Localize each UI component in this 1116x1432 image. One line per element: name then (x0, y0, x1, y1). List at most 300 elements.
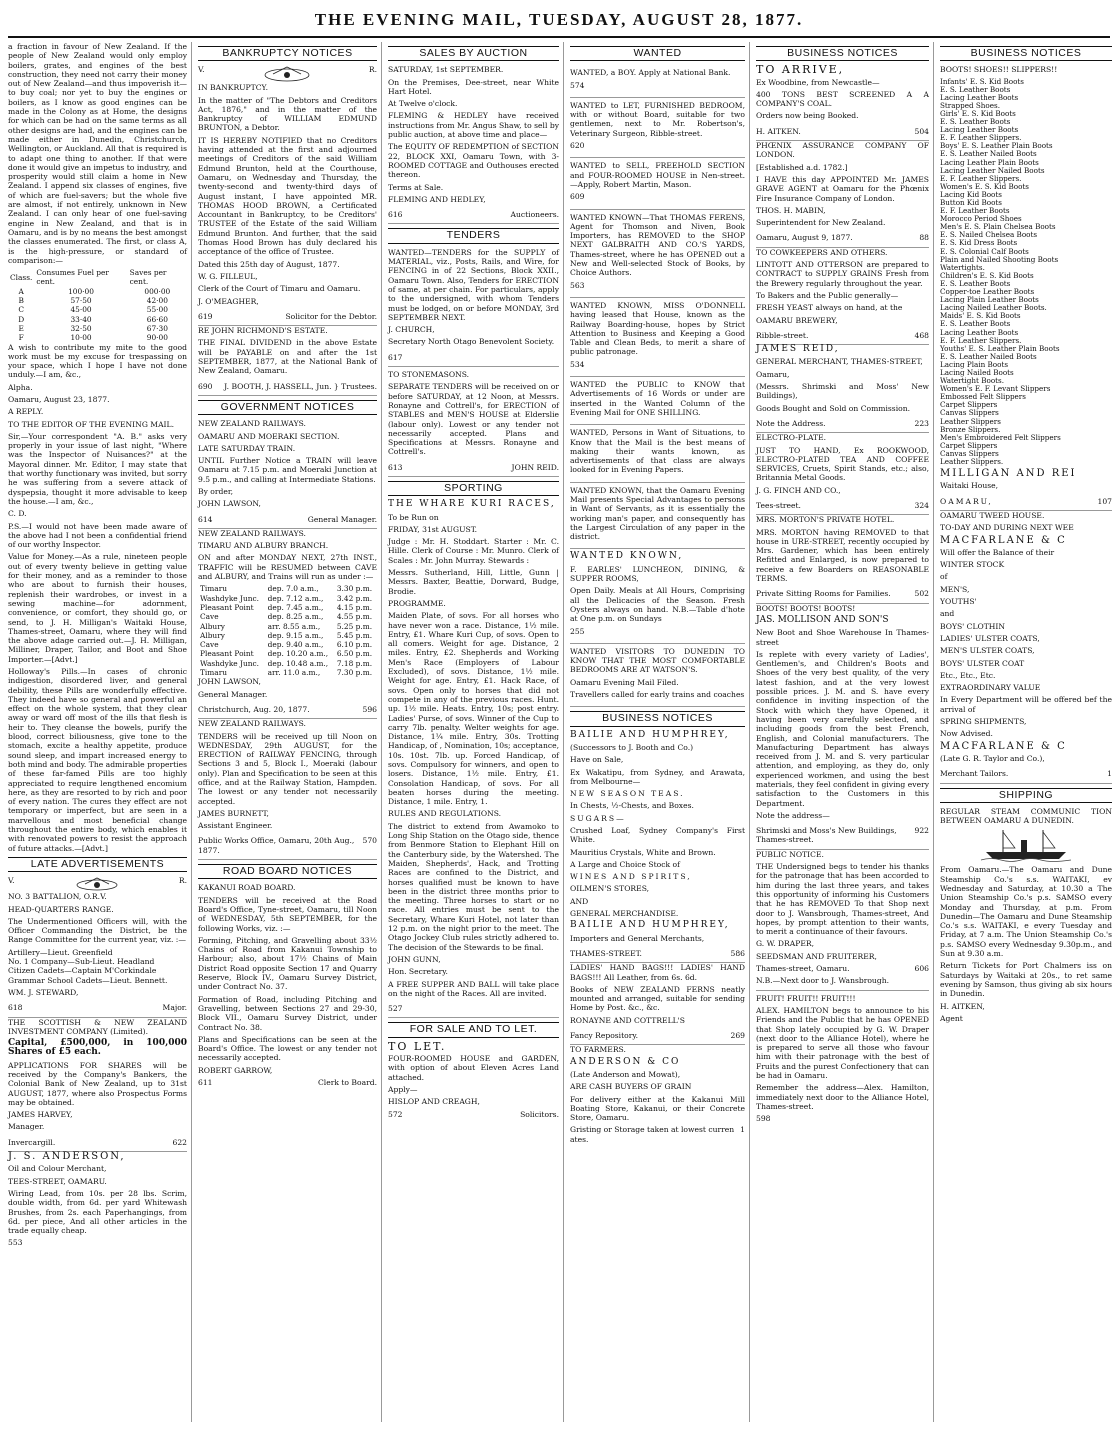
oilmen: OILMEN'S STORES, (570, 884, 650, 894)
orders: Orders now being Booked. (756, 111, 859, 121)
ad-number: 690 (198, 381, 213, 391)
ad-number: 504 (914, 126, 929, 136)
table-cell: 10·00 (70, 333, 92, 343)
auctioneers: Auctioneers. (510, 210, 559, 220)
fruit: FRUIT! FRUIT!! FRUIT!!! (756, 993, 856, 1003)
anderson-address: TEES-STREET, OAMARU. (8, 1176, 107, 1186)
section-header-sale-let: FOR SALE AND TO LET. (388, 1022, 559, 1037)
bankruptcy-notice: IT IS HEREBY NOTIFIED that no Creditors having attended at the first and adjourned meetings of Creditors of the said William Edmund Brunton, held at the Courthouse, Oamaru, on Wednesday and Thursday, the twenty-second and twenty-third days of August instant, I have appointed MR. THOMAS HOOD BROWN, a Certificated Accountant in Bankruptcy, to be Creditors' TRUSTEE of the Estate of the said William Edmund Brunton. And further, that the said Thomas Hood Brown has duly declared his acceptance of the office of Trustee. (198, 135, 377, 257)
table-cell: 3.30 p.m. (336, 584, 373, 594)
electro-text: JUST TO HAND, Ex ROOKWOOD, ELECTRO-PLATED TEA AND COFFEE SERVICES, Cruets, Spirit Stands, etc.; also, Britannia Metal Goods. (756, 445, 929, 483)
table-cell: 90·00 (146, 333, 168, 343)
mabin-name: THOS. H. MABIN, (756, 205, 826, 215)
merchant: Merchant Tailors. (940, 769, 1009, 779)
steward-name: WM. J. STEWARD, (8, 987, 79, 997)
reid-title: JAMES REID, (756, 344, 840, 355)
table-cell: 100·00 (68, 286, 94, 296)
table-header: Class. (10, 272, 33, 282)
section-header-shipping: SHIPPING (940, 788, 1112, 803)
ad-footer (756, 328, 929, 345)
reply-title: A REPLY. (8, 407, 44, 417)
column-6 (940, 42, 1116, 1422)
phoenix-text: I HAVE this day APPOINTED Mr. JAMES GRAVE AGENT at Oamaru for the Phœnix Fire Insurance Company of London. (756, 174, 929, 203)
letter-close: A wish to contribute my mite to the good work must be my excuse for trespassing on your space, which I hope I have not done unduly.—I am, &c., (8, 342, 187, 380)
lawson-name: JOHN LAWSON, (198, 499, 261, 509)
hislop-name: HISLOP AND CREAGH, (388, 1097, 480, 1107)
sitting: Private Sitting Rooms for Families. (756, 589, 891, 599)
harvey-role: Manager. (8, 1122, 45, 1132)
table-cell: Timaru (200, 668, 228, 678)
ad-footer (756, 964, 929, 973)
chests: In Chests, ½-Chests, and Boxes. (570, 801, 694, 811)
christchurch-date: Christchurch, Aug. 20, 1877. (198, 704, 310, 714)
reid-oamaru: Oamaru, (756, 369, 790, 379)
public-notice: PUBLIC NOTICE. (756, 849, 824, 859)
cowkeepers: TO COWKEEPERS AND OTHERS. (756, 247, 888, 257)
tenders-text: WANTED—TENDERS for the SUPPLY of MATERIAL, viz., Posts, Rails, and Wire, for FENCING in of 22 Sections, Block XXII., Oamaru Town. Also, Tenders for ERECTION of same, at per chain. For particulars, apply to the undersigned, with whom Tenders must be lodged, on or before MONDAY, 3rd SEPTEMBER NEXT. (388, 247, 559, 322)
electro-title: ELECTRO-PLATE. (756, 433, 827, 443)
holloway-paragraph: Holloway's Pills.—In cases of chronic indigestion, disordered liver, and general debility, these Pills are wonderfully effective. They indeed have so general and powerful an effect on the whole system, that they clear away or ward off most of the ills that flesh is heir to. They cleanse the bowels, purify the blood, correct biliousness, give tone to the stomach, excite a healthy appetite, produce sound sleep, and impart increased energy to both mind and body. The admirable properties of these far-famed Pills are too highly appreciated to require lengthened encomium here, as they are resorted to by rich and poor of every nation. The cures they effect are not temporary or imperfect, but are seen in a marvellous and most beneficial change throughout the entire body, which enables it with renovated powers to resist the approach of future attacks.—[Advt.] (8, 667, 187, 853)
ad-number: 617 (388, 350, 559, 367)
table-cell: 32·50 (70, 323, 92, 333)
lintott-text: LINTOTT AND OTTERSON are prepared to CONTRACT to SUPPLY GRAINS Fresh from the Brewery regularly throughout the year. (756, 260, 929, 288)
today: TO-DAY AND DURING NEXT WEE (940, 523, 1074, 533)
anderson-title: J. S. ANDERSON, (8, 1151, 126, 1163)
ad-footer (756, 498, 929, 515)
capital-line: Capital, £500,000, in 100,000 Shares of £5 each. (8, 1038, 187, 1058)
table-cell: 5.25 p.m. (336, 621, 373, 631)
table-cell: dep. 10.20 a.m., (267, 649, 329, 659)
extraordinary: EXTRAORDINARY VALUE (940, 683, 1041, 693)
road-works: Forming, Pitching, and Gravelling about 33½ Chains of Road from Kakanui Township to Harbour; also, about 17½ Chains of Main District Road opposite Section 17 and Quarry Reserve, Block IV., Oamaru Survey District, under Contract No. 37. (198, 935, 377, 992)
wanted-ad (570, 377, 745, 425)
filleul-role: Clerk of the Court of Timaru and Oamaru. (198, 284, 361, 294)
ronayne: RONAYNE AND COTTRELL'S (570, 1015, 685, 1025)
wanted-ad (570, 98, 745, 158)
table-cell: 33·40 (70, 314, 92, 324)
wanted-ad (570, 483, 745, 550)
coal: 400 TONS BEST SCREENED A A COMPANY'S COAL. (756, 89, 929, 109)
ad-number: 107 (1097, 496, 1112, 506)
table-cell: A (18, 286, 24, 296)
to-arrive: TO ARRIVE, (756, 63, 845, 77)
gunn-name: JOHN GUNN, (388, 954, 441, 964)
solicitors: Solicitors. (520, 1109, 559, 1119)
table-cell: E (18, 323, 24, 333)
gunn-role: Hon. Secretary. (388, 967, 448, 977)
wines: WINES AND SPIRITS, (570, 872, 692, 882)
ad-footer (8, 1135, 187, 1152)
table-cell: dep. 7.0 a.m., (267, 584, 319, 594)
place: Invercargill. (8, 1137, 56, 1147)
masthead: THE EVENING MAIL, TUESDAY, AUGUST 28, 1877. (8, 6, 1110, 38)
harvey-name: JAMES HARVEY, (8, 1110, 73, 1120)
brewery: OAMARU BREWERY, (756, 315, 838, 325)
bailie-title: BAILIE AND HUMPHREY, (570, 729, 730, 740)
steward-role: Major. (162, 1003, 187, 1013)
ad-number: 922 (914, 826, 929, 836)
tweed-title: OAMARU TWEED HOUSE. (940, 510, 1045, 520)
ex-woodbine: Ex Woodbine, from Newcastle— (756, 77, 880, 87)
rules-title: RULES AND REGULATIONS. (388, 809, 502, 819)
pwo: Public Works Office, Oamaru, 20th Aug., 1877. (198, 836, 355, 855)
ad-number: 223 (914, 418, 929, 428)
table-cell: dep. 10.48 a.m., (267, 658, 329, 668)
premises: On the Premises, Dee-street, near White Hart Hotel. (388, 77, 559, 96)
table-cell: dep. 7.45 a.m., (267, 602, 324, 612)
have-on-sale: Have on Sale, (570, 755, 624, 765)
table-cell: Albury (200, 630, 225, 640)
anderson-text: Wiring Lead, from 10s. per 28 lbs. Scrim, double width, from 6d. per yard Whitewash Brushes, from 2s. each Paperhangings, from 6d. per piece, And all other articles in the trade equally cheap. (8, 1188, 187, 1236)
road-text: TENDERS will be received at the Road Board's Office, Tyne-street, Oamaru, till Noon of WEDNESDAY, 5th SEPTEMBER, for the following Works, viz. :— (198, 895, 377, 933)
table-cell: 4.15 p.m. (336, 602, 373, 612)
officers-list: Artillery—Lieut. Greenfield No. 1 Company—Sub-Lieut. Headland Citizen Cadets—Captain M'Corkindale Grammar School Cadets—Lieut. Bennett. (8, 947, 168, 985)
oamaru: OAMARU, (940, 496, 993, 506)
table-header: Saves per cent. (129, 268, 167, 287)
section-header-sporting: SPORTING (388, 481, 559, 496)
clothing: BOYS' CLOTHIN (940, 621, 1006, 631)
mollison-title: JAS. MOLLISON AND SON'S (756, 614, 889, 625)
bailie-sub: (Successors to J. Booth and Co.) (570, 742, 694, 752)
section-header-road: ROAD BOARD NOTICES (198, 864, 377, 879)
train-text: UNTIL Further Notice a TRAIN will leave Oamaru at 7.15 p.m. and Moeraki Junction at 9.5 p.m., and calling at Intermediate Stations. (198, 456, 377, 484)
remember: Remember the address—Alex. Hamilton, immediately next door to the Alliance Hotel, Thames-street. (756, 1083, 929, 1111)
timaru-text: ON and after MONDAY NEXT, 27th INST., TRAFFIC will be RESUMED between CAVE and ALBURY, and Trains will run as under :— (198, 553, 377, 582)
table-cell: Pleasant Point (200, 649, 254, 659)
ladies-bags: LADIES' HAND BAGS!!! LADIES' HAND BAGS!!! All Leather, from 6s. 6d. (570, 963, 745, 982)
table-cell: D (18, 314, 25, 324)
filleul-name: W. G. FILLEUL, (198, 271, 258, 281)
cash-buyers: ARE CASH BUYERS OF GRAIN (570, 1082, 692, 1092)
stonemasons-title: TO STONEMASONS. (388, 370, 470, 380)
ferns: Books of NEW ZEALAND FERNS neatly mounted and arranged, suitable for sending Home by Post. &c., &c. (570, 984, 745, 1013)
reply-to: TO THE EDITOR OF THE EVENING MAIL. (8, 419, 175, 429)
sale-date: SATURDAY, 1st SEPTEMBER. (388, 65, 504, 75)
boots-list: Infants' E. S. Kid Boots E. S. Leather Boots Lacing Leather Boots Strapped Shoes. Girls' E. S. Kid Boots E. S. Leather Boots Lacing Leather Boots E. F. Leather Slippers. Boys' E. S. Leather Plain Boots E. S. Leather Nailed Boots Lacing Leather Plain Boots Lacing Leather Nailed Boots E. F. Leather Slippers. Women's E. S. Kid Boots Lacing Kid Boots Button Kid Boots E. F. Leather Boots Morocco Period Shoes Men's E. S. Plain Chelsea Boots E. S. Nailed Chelsea Boots E. S. Kid Dress Boots E. S. Colonial Calf Boots Plain and Nailed Shooting Boots Watertights. Children's E. S. Kid Boots E. S. Leather Boots Copper-toe Leather Boots Lacing Plain Leather Boots Lacing Nailed Leather Boots. Maids' E. S. Kid Boots E. S. Leather Boots Lacing Leather Boots E. F. Leather Slippers. Youths' E. S. Leather Plain Boots E. S. Leather Nailed Boots Lacing Plain Boots Lacing Nailed Boots Watertight Boots. Women's E. F. Levant Slippers Embossed Felt Slippers Carpet Slippers Canvas Slippers Leather Slippers Bronze Slippers. Men's Embroidered Felt Slippers Carpet Slippers Canvas Slippers Leather Slippers. (940, 76, 1061, 466)
wanted-text: Open Daily. Meals at All Hours, Comprising all the Delicacies of the Season. Fresh Oysters always on hand. N.B.—Table d'hote at One p.m. on Sundays (570, 586, 745, 624)
crest-r: R. (178, 876, 187, 886)
table-cell: F (18, 333, 24, 343)
gristing: Gristing or Storage taken at lowest curren ates. (570, 1125, 735, 1144)
goods: Goods Bought and Sold on Commission. (756, 403, 910, 413)
crest-v: V. (198, 65, 205, 75)
aitken-name: H. AITKEN, (940, 1001, 985, 1011)
of: of (940, 572, 948, 582)
table-cell: 5.45 p.m. (336, 630, 373, 640)
ad-footer (388, 460, 559, 477)
lawson-role: General Manager. (307, 514, 377, 524)
fleming-signature: FLEMING AND HEDLEY, (388, 194, 486, 204)
mauritius: Mauritius Crystals, White and Brown. (570, 847, 716, 857)
nzr-title: NEW ZEALAND RAILWAYS. (198, 719, 306, 729)
in-bankruptcy: IN BANKRUPTCY. (198, 83, 268, 93)
wanted-ad (570, 298, 745, 377)
ad-number: 88 (919, 233, 929, 243)
delivery: For delivery either at the Kakanui Mill Boating Store, Kakanui, or their Concrete Store, Oamaru. (570, 1094, 745, 1123)
ad-footer (940, 494, 1112, 511)
every-department: In Every Department will be offered bef the arrival of (940, 695, 1112, 714)
ad-footer (940, 766, 1112, 783)
spring: SPRING SHIPMENTS, (940, 717, 1027, 727)
ulster-boys: BOYS' ULSTER COAT (940, 658, 1025, 668)
table-cell: Pleasant Point (200, 602, 254, 612)
ad-number: 255 (570, 626, 585, 636)
oamaru-section: OAMARU AND MOERAKI SECTION. (198, 431, 340, 441)
ad-number: 1 (1107, 769, 1112, 779)
wanted-text: WANTED KNOWN, that the Oamaru Evening Mail presents Special Advantages to persons in Want of Servants, as it is essentially the working man's paper, and consequently has the Largest Circulation of any paper in the district. (570, 485, 745, 542)
garrow-role: Clerk to Board. (318, 1078, 377, 1088)
ad-footer (570, 1028, 745, 1045)
ad-number: 468 (914, 330, 929, 340)
nzr-title: NEW ZEALAND RAILWAYS. (198, 419, 306, 429)
sale-time: At Twelve o'clock. (388, 99, 458, 109)
shrimski: Shrimski and Moss's New Buildings, Thames-street. (756, 826, 897, 845)
and: AND (570, 896, 589, 906)
wanted-text: WANTED to SELL, FREEHOLD SECTION and FOUR-ROOMED HOUSE in Nen-street.—Apply, Robert Martin, Mason. (570, 161, 745, 189)
draper-addr: Thames-street, Oamaru. (756, 964, 850, 974)
section-header-government: GOVERNMENT NOTICES (198, 400, 377, 415)
tees: Tees-street. (756, 500, 801, 510)
column-5 (756, 42, 934, 1422)
ad-number: 598 (756, 1114, 771, 1124)
letter-place: Oamaru, August 23, 1877. (8, 394, 110, 404)
ad-footer (756, 586, 929, 603)
bakers: To Bakers and the Public generally— (756, 290, 899, 300)
wanted-ad (570, 644, 745, 707)
road-plans: Plans and Specifications can be seen at the Board's Office. The lowest or any tender not necessarily accepted. (198, 1034, 377, 1063)
waitaki: Waitaki House, (940, 481, 999, 491)
wanted-text: WANTED, Persons in Want of Situations, to Know that the Mail is the best means of making their wants known, as advertisements of that class are always looked for in Evening Papers. (570, 428, 745, 475)
burnett-name: JAMES BURNETT, (198, 808, 269, 818)
road-works-2: Formation of Road, including Pitching and Gravelling, between Sections 27 and 29-30, Block VII., Oamaru Survey District, under Contract No. 38. (198, 994, 377, 1032)
late-train: LATE SATURDAY TRAIN. (198, 443, 296, 453)
ad-footer (198, 309, 377, 326)
ad-number: 534 (570, 359, 585, 369)
ad-number: 613 (388, 462, 403, 472)
table-cell: dep. 9.40 a.m., (267, 640, 324, 650)
crushed: Crushed Loaf, Sydney Company's First White. (570, 826, 745, 845)
ad-footer (570, 946, 745, 963)
wanted-text: WANTED to LET, FURNISHED BEDROOM, with or without Board, suitable for two gentlemen, next to Mr. Robertson's, Veterinary Surgeon, Ribble-street. (570, 100, 745, 138)
wanted-text: WANTED VISITORS TO DUNEDIN TO KNOW THAT THE MOST COMFORTABLE BEDROOMS ARE AT WATSON'S. (570, 646, 745, 675)
boots-title: BOOTS! BOOTS! BOOTS! (756, 603, 856, 613)
table-cell: dep. 7.12 a.m., (267, 593, 324, 603)
section-header-tenders: TENDERS (388, 228, 559, 243)
morton-text: MRS. MORTON having REMOVED to that house in URE-STREET, recently occupied by Mrs. Gardener, which has been entirely Refitted and Enlarged, is now prepared to receive a few Boarders on REASONABLE TERMS. (756, 527, 929, 584)
battalion-title: NO. 3 BATTALION, O.R.V. (8, 892, 107, 902)
kakanui-title: KAKANUI ROAD BOARD. (198, 883, 296, 893)
table-cell: 000·00 (144, 286, 171, 296)
table-cell: Washdyke Junc. (200, 593, 259, 603)
wanted-ad (570, 158, 745, 209)
table-cell: dep. 9.15 a.m., (267, 630, 324, 640)
timaru-branch: TIMARU AND ALBURY BRANCH. (198, 541, 329, 551)
richmond-text: THE FINAL DIVIDEND in the above Estate will be PAYABLE on and after the 1st SEPTEMBER, 1877, at the National Bank of New Zealand, Oamaru. (198, 338, 377, 376)
ad-number: 622 (172, 1137, 187, 1147)
macfarlane-title: MACFARLANE & C (940, 740, 1067, 752)
anderson-co-sub: (Late Anderson and Mowat), (570, 1069, 681, 1079)
table-cell: dep. 8.25 a.m., (267, 612, 324, 622)
stonemasons-text: SEPARATE TENDERS will be received on or before SATURDAY, at 12 Noon, at Messrs. Ronayne and Cottrell's, for ERECTION of STABLES and MEN'S HOUSE at Elderslie (labour only). Lowest or any tender not necessarily accepted. Plans and Specifications at Messrs. Ronayne and Cottrell's. (388, 382, 559, 457)
table-cell: 7.30 p.m. (336, 668, 373, 678)
finch: J. G. FINCH AND CO., (756, 485, 841, 495)
nb: N.B.—Next door to J. Wansbrough. (756, 973, 929, 990)
fencing-text: TENDERS will be received up till Noon on WEDNESDAY, 29th AUGUST, for the ERECTION of RAILWAY FENCING, through Sections 3 and 5, Block I., Moeraki (labour only). Plan and Specification to be seen at this office, and at the Railway Station, Hampden. The lowest or any tender not necessarily accepted. (198, 731, 377, 806)
table-cell: 4.55 p.m. (336, 612, 373, 622)
ad-number: 563 (570, 280, 585, 290)
phoenix-title: PHŒNIX ASSURANCE COMPANY OF LONDON. (756, 141, 929, 160)
note-addr2: Note the address— (756, 810, 830, 820)
let-text: FOUR-ROOMED HOUSE and GARDEN, with option of about Eleven Acres Land attached. (388, 1054, 559, 1082)
race-officials: Judge : Mr. H. Stoddart. Starter : Mr. C. Hille. Clerk of Course : Mr. Munro. Clerk of Scales : Mr. John Murray. Stewards : (388, 537, 559, 565)
lawson-name: JOHN LAWSON, (198, 677, 261, 687)
importers: Importers and General Merchants, (570, 933, 705, 943)
church-role: Secretary North Otago Benevolent Society. (388, 337, 555, 347)
ad-footer (388, 1110, 559, 1119)
ad-number: 611 (198, 1078, 213, 1088)
column-3 (388, 42, 564, 1422)
ad-footer (198, 1078, 377, 1087)
and-boys: and (940, 609, 955, 619)
omeagher-role: Solicitor for the Debtor. (285, 311, 377, 321)
ad-footer (198, 379, 377, 396)
ad-number: 269 (730, 1031, 745, 1041)
ad-number: 614 (198, 514, 213, 524)
thames: THAMES-STREET. (570, 948, 642, 958)
officers-text: The Undermentioned Officers will, with the Officer Commanding the District, be the Range Committee for the current year, viz. :— (8, 916, 187, 945)
wanted-foot: Travellers called for early trains and coaches (570, 690, 745, 700)
ad-number: 586 (730, 948, 745, 958)
letter-body: a fraction in favour of New Zealand. If the people of New Zealand would only employ boilers, grates, and engines of the best construction, they need not carry their money out of New Zealand—and thus impoverish it—to buy coal; nor yet to buy the engines or boilers, as I know as good engines can be made in the Colony as at Home, the designs for which can be had on the same terms as all other designs are had, and the engines can be made either in Dunedin, Christchurch, Wellington, or Auckland. All that is required is to adapt one thing to another. If that were done it would give an impetus to industry, and prosperity would still claim a home in New Zealand. I append six classes of engines, five of which are fuel-savers; but the whole five are almost, if not entirely, unknown in New Zealand. I can only hear of one fuel-saving engine in New Zealand, and that is in Oamaru, and is by no means the best amongst the classes enumerated. The first, or class A, is the high-pressure, or standard of comparison:— (8, 42, 187, 265)
crest-r: R. (368, 65, 377, 75)
agent: Agent (940, 1013, 963, 1023)
reid-sub: GENERAL MERCHANT, THAMES-STREET, (756, 357, 923, 367)
large-stock: A Large and Choice Stock of (570, 859, 680, 869)
lawson-role: General Manager. (198, 689, 268, 699)
ulster-ladies: LADIES' ULSTER COATS, (940, 633, 1040, 643)
scottish-title: THE SCOTTISH & NEW ZEALAND INVESTMENT COMPANY (Limited). (8, 1017, 187, 1036)
terms: Terms at Sale. (388, 182, 444, 192)
mollison-text: Is replete with every variety of Ladies', Gentlemen's, and Children's Boots and Shoes of the very best quality, of the very latest fashion, and at the very lowest possible prices. J. M. and S. have every confidence in inviting inspection of the Stock with which they have Opened, it having been very carefully selected, and including goods from the best French, English, and Colonial manufacturers. The Manufacturing Department has always received from J. M. and S. very particular attention, and employing, as they do, only experienced workmen, and using the best materials, they feel confident in giving every satisfaction to the Customers in this Department. (756, 649, 929, 808)
etc: Etc., Etc., Etc. (940, 670, 996, 680)
boots-header: BOOTS! SHOES!! SLIPPERS!! (940, 65, 1058, 75)
table-cell: 7.18 p.m. (336, 658, 373, 668)
omeagher-name: J. O'MEAGHER, (198, 296, 259, 306)
anderson-sub: Oil and Colour Merchant, (8, 1164, 107, 1174)
ad-number: 618 (8, 1003, 23, 1013)
regular: REGULAR STEAM COMMUNIC TION BETWEEN OAMARU A DUNEDIN. (940, 806, 1112, 826)
ad-number: 596 (362, 704, 377, 714)
mortons-title: MRS. MORTON'S PRIVATE HOTEL. (756, 515, 895, 525)
table-cell: 42·00 (146, 296, 168, 306)
section-header-business: BUSINESS NOTICES (940, 46, 1112, 61)
ad-number: 619 (198, 311, 213, 321)
ad-footer (570, 1125, 745, 1144)
equity-text: The EQUITY OF REDEMPTION of SECTION 22, BLOCK XXI, Oamaru Town, with 3-ROOMED COTTAGE and Outhouses erected thereon. (388, 142, 559, 180)
reply-text: Sir,—Your correspondent "A. B." asks very properly in your issue of last night, "Where was the Inspector of Nuisances?" at the Mayoral dinner. Mr. Editor, I may state that that worthy functionary was invited, but sorry he was suffering from a severe attack of dyspepsia, thought it more advisable to keep the house.—I am, &c., (8, 431, 187, 506)
vr-crest-row (198, 65, 377, 83)
new-teas: NEW SEASON TEAS. (570, 789, 685, 799)
trustees: J. BOOTH, J. HASSELL, Jun. } Trustees. (224, 381, 377, 391)
ad-number: 609 (570, 192, 585, 202)
table-cell: 6.50 p.m. (336, 649, 373, 659)
bailie-title: BAILIE AND HUMPHREY, (570, 920, 730, 931)
ad-footer (8, 1000, 187, 1017)
ad-footer (198, 512, 377, 529)
fancy: Fancy Repository. (570, 1031, 639, 1041)
wanted-title: WANTED KNOWN, (570, 551, 684, 562)
ad-number: 553 (8, 1238, 23, 1248)
mabin-role: Superintendent for New Zealand. (756, 218, 886, 228)
fleming-text: FLEMING & HEDLEY have received instructions from Mr. Angus Shaw, to sell by public auction, at above time and place— (388, 111, 559, 140)
aitken: H. AITKEN. (756, 126, 801, 136)
macfarlane-title: MACFARLANE & C (940, 534, 1067, 546)
royal-crest-icon (257, 65, 317, 83)
table-cell: B (18, 296, 24, 306)
table-cell: Cave (200, 612, 219, 622)
column-4 (570, 42, 750, 1422)
races-sub: To be Run on (388, 512, 439, 522)
supper-text: A FREE SUPPER AND BALL will take place on the night of the Races. All are invited. (388, 979, 559, 998)
yeast: FRESH YEAST always on hand, at the (756, 303, 903, 313)
section-header-sales: SALES BY AUCTION (388, 46, 559, 61)
section-header-wanted: WANTED (570, 46, 745, 61)
wanted-text: WANTED KNOWN, MISS O'DONNELL having leased that House, known as the Railway Boarding-house, hopes by Strict Attention to Business and Keeping a Good Table and Clean Beds, to merit a share of public patronage. (570, 300, 745, 357)
sugars: SUGARS— (570, 813, 626, 823)
richmond-title: RE JOHN RICHMOND'S ESTATE. (198, 326, 328, 336)
table-cell: 3.42 p.m. (336, 593, 373, 603)
section-header-late: LATE ADVERTISEMENTS (8, 857, 187, 872)
engine-class-table (8, 268, 187, 342)
mens: MEN'S, (940, 584, 970, 594)
ad-footer (756, 823, 929, 850)
ad-number: 616 (388, 210, 403, 220)
steamship-icon (981, 828, 1071, 862)
hq-title: HEAD-QUARTERS RANGE. (8, 904, 114, 914)
ad-number: 502 (914, 589, 929, 599)
wanted-ad (570, 210, 745, 298)
timetable (198, 584, 377, 677)
letter-signature: Alpha. (8, 382, 33, 392)
youths: YOUTHS' (940, 597, 977, 607)
section-header-bankruptcy: BANKRUPTCY NOTICES (198, 46, 377, 61)
ad-footer (198, 702, 377, 719)
bankruptcy-matter: In the matter of "The Debtors and Creditors Act, 1876," and in the matter of the Bankruptcy of WILLIAM EDMUND BRUNTON, a Debtor. (198, 95, 377, 133)
reid-msg: (Messrs. Shrimski and Moss' New Buildings), (756, 382, 929, 401)
wanted-sub: F. EARLES' LUNCHEON, DINING, & SUPPER ROOMS, (570, 564, 745, 584)
ribble: Ribble-street. (756, 330, 809, 340)
winter: WINTER STOCK (940, 560, 1005, 570)
milligan-title: MILLIGAN AND REI (940, 468, 1077, 480)
general: GENERAL MERCHANDISE. (570, 909, 679, 919)
ulster-men: MEN'S ULSTER COATS, (940, 646, 1035, 656)
garrow-name: ROBERT GARROW, (198, 1065, 273, 1075)
offer: Will offer the Balance of their (940, 547, 1055, 557)
table-cell: C (18, 305, 25, 315)
mabin-date: Oamaru, August 9, 1877. (756, 233, 853, 243)
mollison-sub: New Boot and Shoe Warehouse In Thames-street (756, 628, 929, 647)
reid-name: JOHN REID. (511, 462, 559, 472)
by-order: By order, (198, 486, 234, 496)
ad-number: 324 (914, 500, 929, 510)
ad-footer (756, 230, 929, 247)
wanted-text: WANTED KNOWN—That THOMAS FERENS, Agent for Thomson and Niven, Book Importers, has REMOVED to the SHOP NEXT GALBRAITH AND CO.'S YARDS, Thames-street, where he has OPENED out a New and Well-selected Stock of Books, by Choice Authors. (570, 212, 745, 278)
ex-wakatipu: Ex Wakatipu, from Sydney, and Arawata, from Melbourne— (570, 767, 745, 786)
table-cell: arr. 11.0 a.m., (267, 668, 321, 678)
wanted-foot: Oamaru Evening Mail Filed. (570, 677, 679, 687)
royal-crest-icon (67, 876, 127, 892)
applications-text: APPLICATIONS FOR SHARES will be received by the Company's Bankers, the Colonial Bank of New Zealand, up to 31st AUGUST, 1877, where also Prospectus Forms may be obtained. (8, 1060, 187, 1107)
